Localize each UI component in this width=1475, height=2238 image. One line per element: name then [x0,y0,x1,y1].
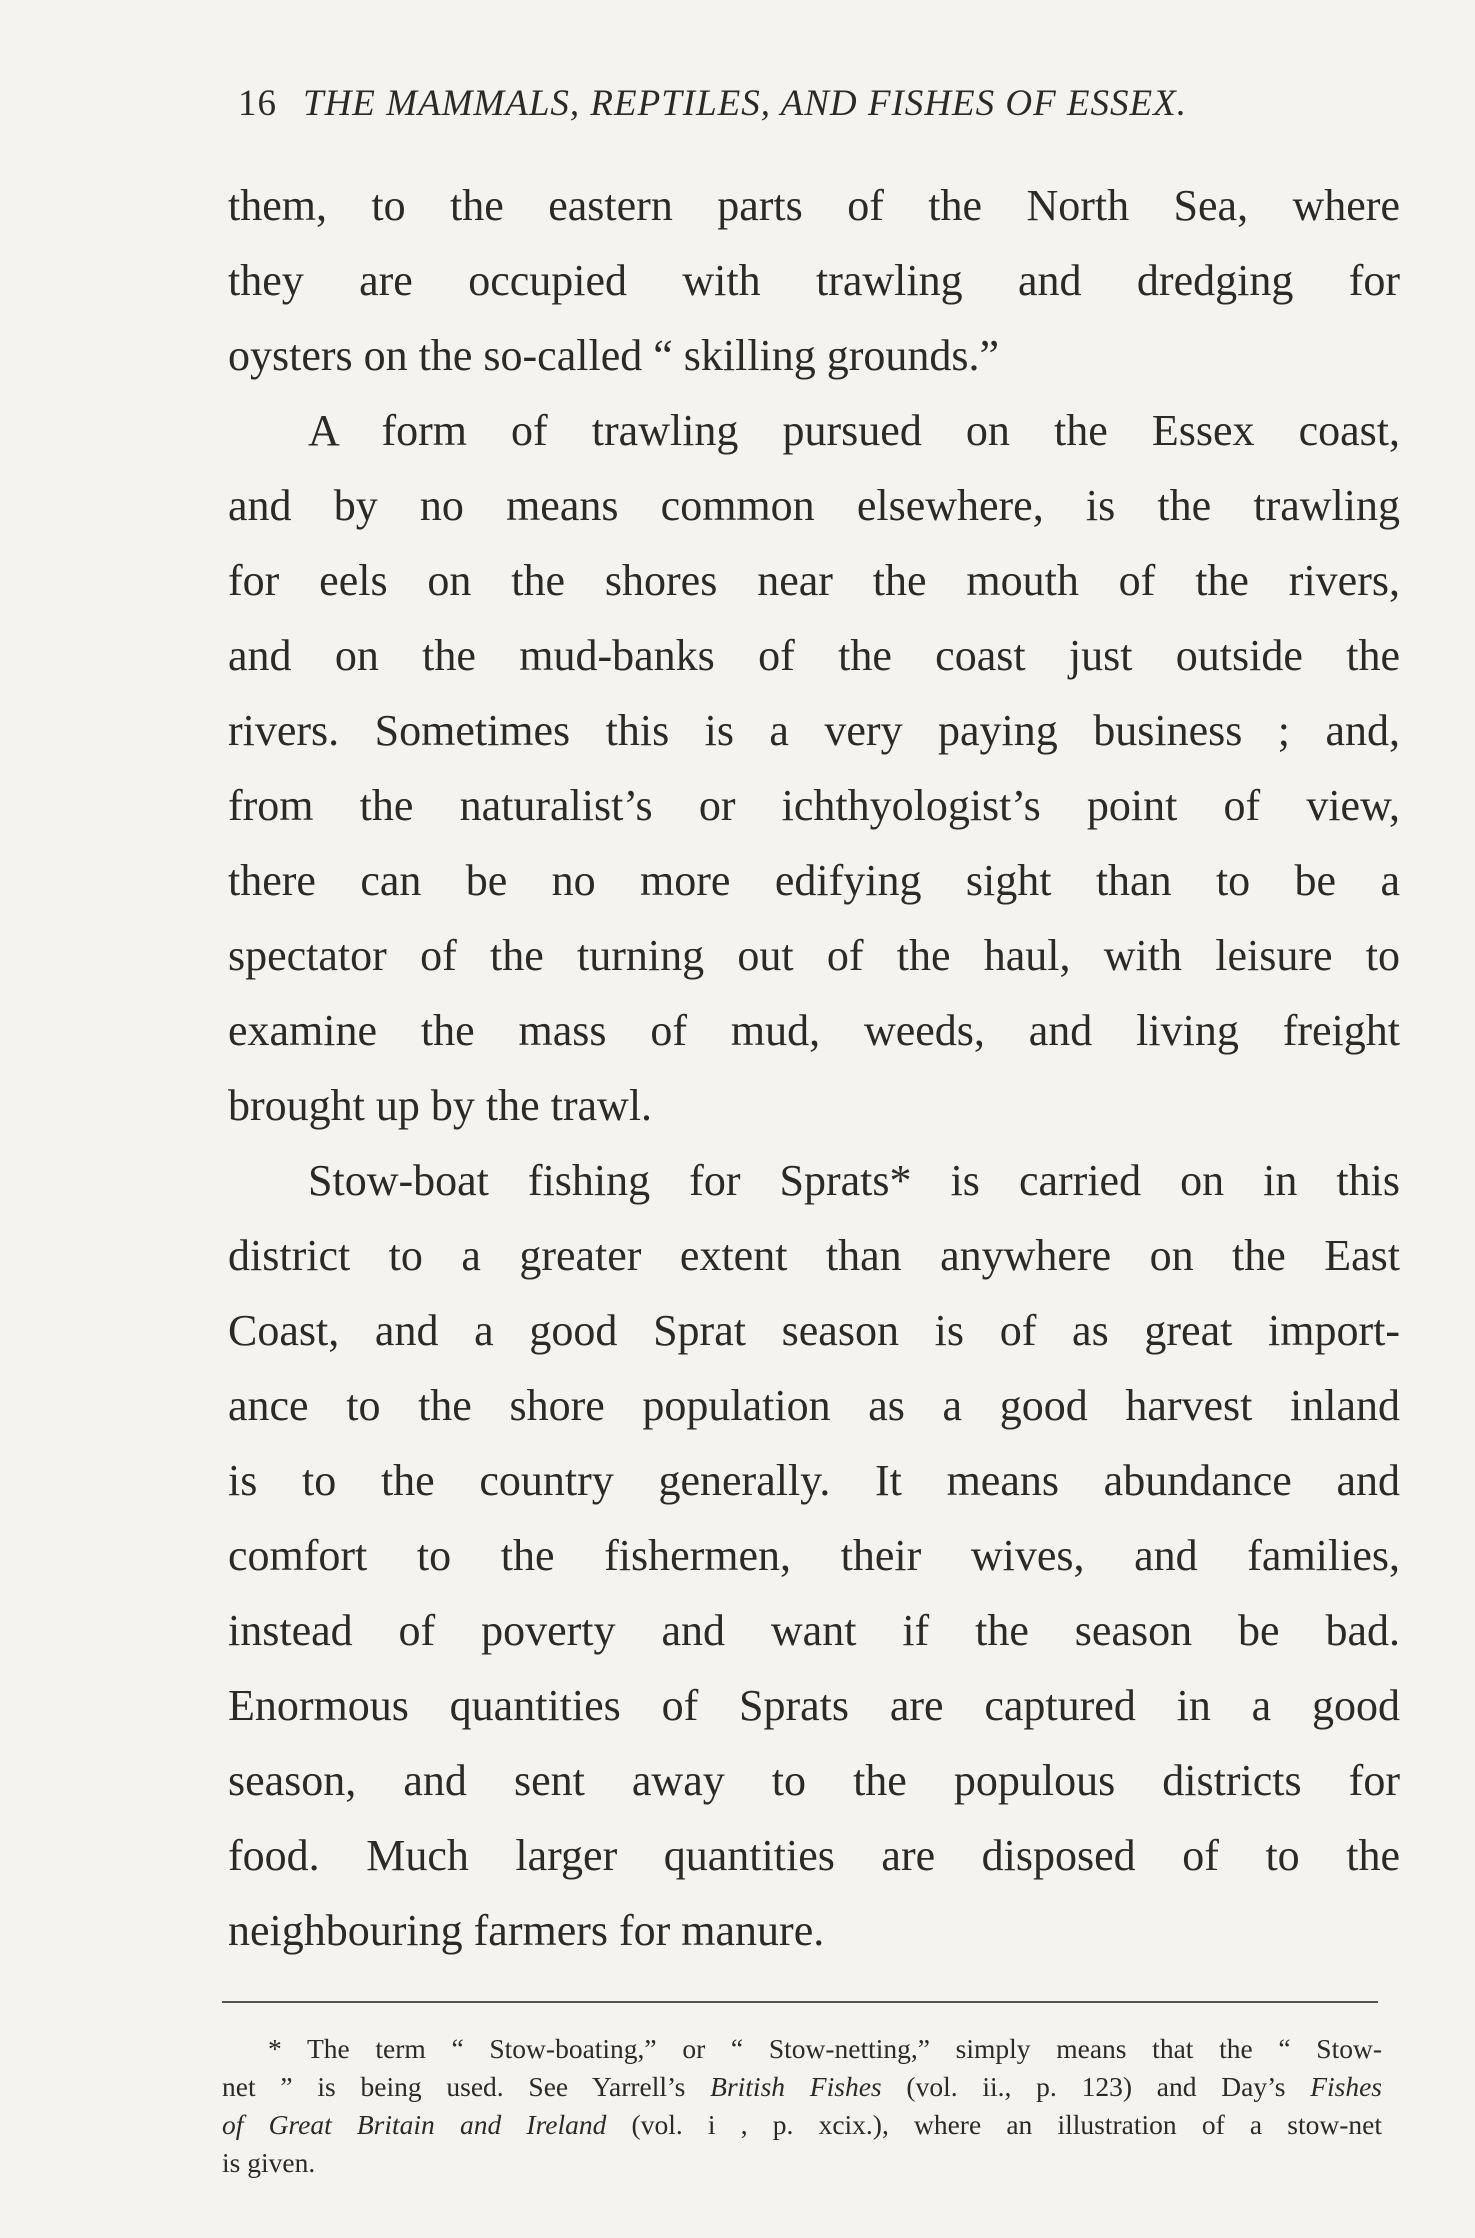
text-line: rivers. Sometimes this is a very paying business ; and, [228,706,1400,755]
page-number: 16 [238,83,277,124]
text-line: spectator of the turning out of the haul, with leisure to [228,931,1400,980]
footnote-text: (vol. ii., p. 123) and Day’s [881,2071,1311,2102]
text-line: comfort to the fishermen, their wives, and families, [228,1531,1400,1580]
text-line: instead of poverty and want if the season be bad. [228,1606,1400,1655]
book-title: of Great Britain and Ireland [222,2109,607,2140]
footnote-line: * The term “ Stow-boating,” or “ Stow-netting,” simply means that the “ Stow- [268,2033,1382,2064]
footnote-text: (vol. i , p. xcix.), where an illustration of a stow-net [606,2109,1382,2140]
footnote-line [222,2068,1382,2106]
text-line: neighbouring farmers for manure. [228,1906,825,1955]
book-title: British Fishes [710,2071,882,2102]
footnote-text: net ” is being used. See Yarrell’s [222,2071,711,2102]
text-line: them, to the eastern parts of the North Sea, where [228,181,1400,230]
footnote-line [222,2106,1382,2144]
running-head [238,82,1318,125]
text-line: and on the mud-banks of the coast just outside the [228,631,1400,680]
running-title: THE MAMMALS, REPTILES, AND FISHES OF ESSEX. [303,83,1187,124]
footnote-line: is given. [222,2147,316,2178]
text-line: from the naturalist’s or ichthyologist’s point of view, [228,781,1400,830]
text-line: A form of trawling pursued on the Essex coast, [308,406,1400,455]
text-line: ance to the shore population as a good harvest inland [228,1381,1400,1430]
text-line: there can be no more edifying sight than to be a [228,856,1400,905]
text-line: food. Much larger quantities are disposed of to the [228,1831,1400,1880]
text-line: oysters on the so-called “ skilling grounds.” [228,331,1000,380]
book-title: Fishes [1310,2071,1383,2102]
text-line: they are occupied with trawling and dredging for [228,256,1400,305]
text-line: district to a greater extent than anywhere on the East [228,1231,1400,1280]
footnote-rule [222,2001,1378,2003]
text-line: and by no means common elsewhere, is the trawling [228,481,1400,530]
text-line: examine the mass of mud, weeds, and living freight [228,1006,1400,1055]
text-line: Stow-boat fishing for Sprats* is carried on in this [308,1156,1400,1205]
text-line: Coast, and a good Sprat season is of as great import- [228,1306,1400,1355]
text-line: for eels on the shores near the mouth of the rivers, [228,556,1400,605]
body-text [228,168,1400,1968]
text-line: brought up by the trawl. [228,1081,653,1130]
footnote [222,2030,1382,2182]
text-line: is to the country generally. It means abundance and [228,1456,1400,1505]
text-line: season, and sent away to the populous districts for [228,1756,1400,1805]
text-line: Enormous quantities of Sprats are captured in a good [228,1681,1400,1730]
